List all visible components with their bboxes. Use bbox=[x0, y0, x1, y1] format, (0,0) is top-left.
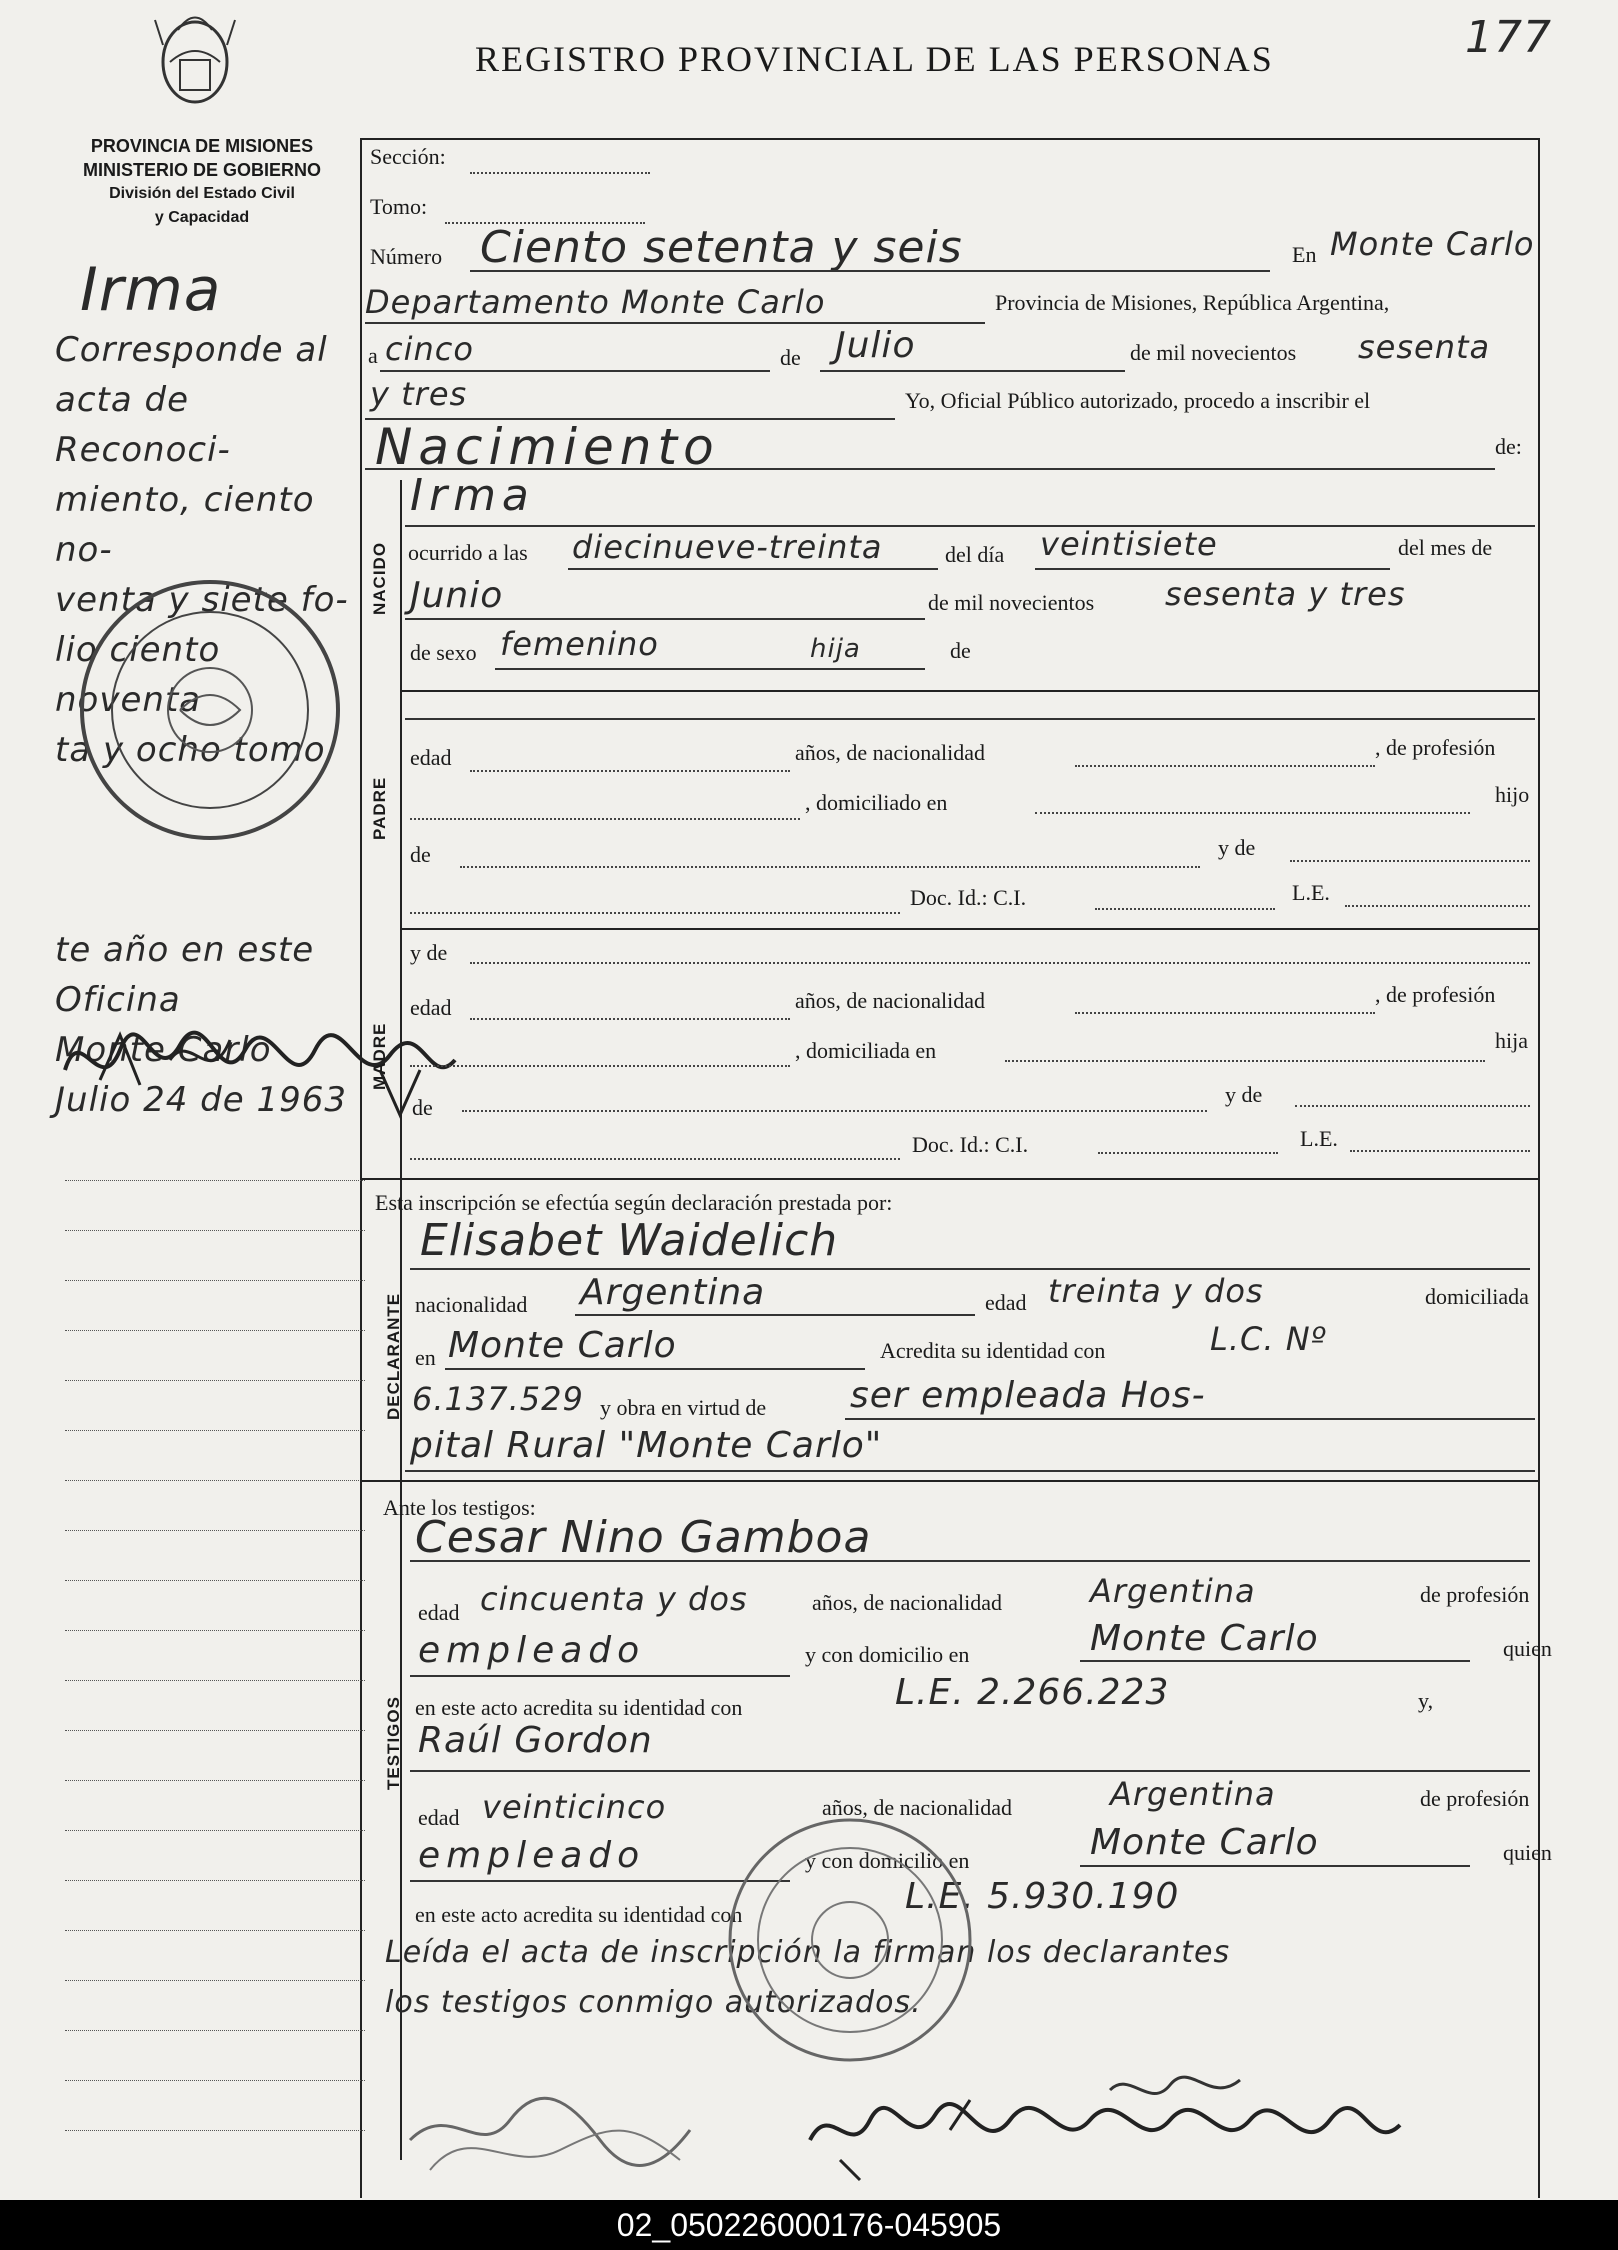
margin-line: te año en este bbox=[55, 930, 315, 970]
testigo1-quien-label: quien bbox=[1503, 1636, 1552, 1661]
nacido-bottom-border bbox=[400, 690, 1538, 692]
margin-signature bbox=[60, 1010, 460, 1120]
province-label: PROVINCIA DE MISIONES bbox=[90, 136, 314, 156]
madre-dom-label: , domiciliada en bbox=[795, 1038, 937, 1063]
hora-value: diecinueve-treinta bbox=[572, 528, 883, 566]
division-label: División del Estado Civil bbox=[109, 185, 295, 202]
madre-section-label: MADRE bbox=[370, 1022, 389, 1090]
padre-bottom-border bbox=[400, 928, 1538, 930]
madre-y-de2-label: y de bbox=[1225, 1082, 1263, 1107]
anio-value-1: sesenta bbox=[1358, 328, 1491, 366]
padre-prof-label: , de profesión bbox=[1375, 735, 1496, 760]
declarante-doc-value: L.C. Nº bbox=[1210, 1320, 1327, 1358]
numero-label: Número bbox=[370, 244, 443, 269]
nacido-mil-label: de mil novecientos bbox=[928, 590, 1095, 615]
testigos-intro: Ante los testigos: bbox=[383, 1495, 536, 1520]
padre-nac-label: años, de nacionalidad bbox=[795, 740, 985, 765]
page-number: 177 bbox=[1465, 12, 1552, 63]
numero-value: Ciento setenta y seis bbox=[480, 222, 963, 273]
padre-dom-label: , domiciliado en bbox=[805, 790, 948, 815]
testigo1-acredita-label: en este acto acredita su identidad con bbox=[415, 1695, 743, 1720]
testigo2-dom: Monte Carlo bbox=[1090, 1822, 1319, 1863]
testigo2-doc: L.E. 5.930.190 bbox=[905, 1876, 1180, 1917]
declarante-nac-label: nacionalidad bbox=[415, 1292, 528, 1317]
margin-line: ta y ocho tomo bbox=[55, 730, 326, 770]
testigo2-nac-label: años, de nacionalidad bbox=[822, 1795, 1012, 1820]
declarante-intro: Esta inscripción se efectúa según declaración prestada por: bbox=[375, 1190, 893, 1215]
nacido-anio-value: sesenta y tres bbox=[1165, 575, 1406, 613]
testigo2-edad: veinticinco bbox=[482, 1788, 667, 1826]
testigo2-prof: empleado bbox=[418, 1835, 646, 1876]
margin-name: Irma bbox=[80, 255, 222, 325]
acto-value: Nacimiento bbox=[375, 418, 720, 476]
seccion-label: Sección: bbox=[370, 144, 446, 169]
coat-of-arms-emblem bbox=[150, 0, 240, 110]
declarante-bottom-border bbox=[360, 1480, 1538, 1482]
del-dia-label: del día bbox=[945, 542, 1005, 567]
testigo1-prof: empleado bbox=[418, 1630, 646, 1671]
official-stamp bbox=[70, 560, 350, 860]
testigo2-dom-label: y con domicilio en bbox=[805, 1848, 970, 1873]
madre-bottom-border bbox=[360, 1178, 1538, 1180]
de2-label: de: bbox=[1495, 434, 1522, 459]
image-id-bar: 02_050226000176-045905 bbox=[0, 2200, 1618, 2250]
dia-value: cinco bbox=[385, 330, 474, 368]
acredita-label: Acredita su identidad con bbox=[880, 1338, 1106, 1363]
margin-line: acta de Reconoci- bbox=[55, 380, 231, 470]
provincia-text: Provincia de Misiones, República Argentina, bbox=[995, 290, 1390, 315]
madre-de-label: de bbox=[412, 1095, 433, 1120]
declarante-doc-num: 6.137.529 bbox=[412, 1380, 584, 1418]
mil-label: de mil novecientos bbox=[1130, 340, 1297, 365]
testigo1-nac-label: años, de nacionalidad bbox=[812, 1590, 1002, 1615]
padre-de-label: de bbox=[410, 842, 431, 867]
margin-line: lio ciento noventa bbox=[55, 630, 221, 720]
madre-prof-label: , de profesión bbox=[1375, 982, 1496, 1007]
testigo1-edad: cincuenta y dos bbox=[480, 1580, 748, 1618]
tomo-label: Tomo: bbox=[370, 194, 428, 219]
madre-hija-label: hija bbox=[1495, 1028, 1528, 1053]
margin-line: Corresponde al bbox=[55, 330, 328, 370]
declarante-edad-label: edad bbox=[985, 1290, 1027, 1315]
testigo1-edad-label: edad bbox=[418, 1600, 460, 1625]
testigo1-doc: L.E. 2.266.223 bbox=[895, 1672, 1170, 1713]
sexo-label: de sexo bbox=[410, 640, 477, 665]
nacido-nombre: Irma bbox=[410, 470, 535, 521]
padre-le-label: L.E. bbox=[1292, 880, 1330, 905]
margin-line: Julio 24 de 1963 bbox=[55, 1080, 347, 1120]
testigo1-prof-label: de profesión bbox=[1420, 1582, 1530, 1607]
a-label: a bbox=[368, 343, 378, 368]
testigo1-dom: Monte Carlo bbox=[1090, 1618, 1319, 1659]
declarante-section-label: DECLARANTE bbox=[384, 1292, 403, 1420]
de-label: de bbox=[780, 345, 801, 370]
obra-value-2: pital Rural "Monte Carlo" bbox=[410, 1425, 883, 1466]
nacido-section-label: NACIDO bbox=[370, 541, 389, 615]
declarante-en-value: Monte Carlo bbox=[448, 1325, 677, 1366]
ministry-label: MINISTERIO DE GOBIERNO bbox=[82, 160, 322, 180]
closing-line-1: Leída el acta de inscripción la firman los declarantes bbox=[385, 1935, 1231, 1970]
margin-line: miento, ciento no- bbox=[55, 480, 315, 570]
page-title: REGISTRO PROVINCIAL DE LAS PERSONAS bbox=[475, 39, 1274, 79]
madre-le-label: L.E. bbox=[1300, 1126, 1338, 1151]
obra-value: ser empleada Hos- bbox=[850, 1375, 1206, 1416]
form-right-border bbox=[1538, 138, 1540, 2198]
yo-text: Yo, Oficial Público autorizado, procedo a inscribir el bbox=[905, 388, 1371, 413]
testigo1-dom-label: y con domicilio en bbox=[805, 1642, 970, 1667]
testigo2-nac: Argentina bbox=[1110, 1775, 1276, 1813]
en-value: Monte Carlo bbox=[1330, 225, 1535, 263]
ocurrido-label: ocurrido a las bbox=[408, 540, 528, 565]
anio-value-2: y tres bbox=[370, 375, 468, 413]
declarante-en-label: en bbox=[415, 1345, 436, 1370]
madre-y-de-label: y de bbox=[410, 940, 448, 965]
form-top-border bbox=[360, 138, 1538, 140]
hija-value: hija bbox=[810, 634, 861, 664]
margin-line: venta y siete fo- bbox=[55, 580, 349, 620]
padre-y-de-label: y de bbox=[1218, 835, 1256, 860]
obra-label: y obra en virtud de bbox=[600, 1395, 767, 1420]
testigo2-edad-label: edad bbox=[418, 1805, 460, 1830]
testigo1-nac: Argentina bbox=[1090, 1572, 1256, 1610]
padre-edad-label: edad bbox=[410, 745, 452, 770]
testigo2-acredita-label: en este acto acredita su identidad con bbox=[415, 1902, 743, 1927]
declarante-nac-value: Argentina bbox=[580, 1272, 766, 1313]
testigo1-nombre: Cesar Nino Gamboa bbox=[415, 1512, 872, 1563]
declarante-nombre: Elisabet Waidelich bbox=[420, 1215, 839, 1266]
closing-line-2: los testigos conmigo autorizados. bbox=[385, 1985, 922, 2020]
declarante-dom-label: domiciliada bbox=[1425, 1284, 1529, 1309]
madre-edad-label: edad bbox=[410, 995, 452, 1020]
padre-doc-label: Doc. Id.: C.I. bbox=[910, 885, 1027, 910]
official-signatures bbox=[390, 2060, 1540, 2195]
registry-stamp bbox=[720, 1810, 980, 2070]
nacido-de-label: de bbox=[950, 638, 971, 663]
padre-hijo-label: hijo bbox=[1495, 782, 1530, 807]
testigo1-y-label: y, bbox=[1418, 1688, 1434, 1713]
division-label-2: y Capacidad bbox=[154, 209, 250, 226]
sexo-value: femenino bbox=[500, 625, 659, 663]
testigo2-prof-label: de profesión bbox=[1420, 1786, 1530, 1811]
madre-doc-label: Doc. Id.: C.I. bbox=[912, 1132, 1029, 1157]
ministry-block bbox=[62, 134, 342, 230]
en-label: En bbox=[1292, 242, 1317, 267]
del-mes-label: del mes de bbox=[1398, 535, 1493, 560]
testigo2-nombre: Raúl Gordon bbox=[418, 1720, 653, 1761]
padre-section-label: PADRE bbox=[370, 776, 389, 840]
declarante-edad-value: treinta y dos bbox=[1048, 1272, 1264, 1310]
mes-value: Julio bbox=[835, 325, 916, 366]
margin-line: Oficina bbox=[55, 980, 181, 1020]
departamento-value: Departamento Monte Carlo bbox=[365, 283, 826, 321]
nacido-mes-value: Junio bbox=[410, 575, 504, 616]
margin-line bbox=[55, 875, 365, 925]
testigos-section-label: TESTIGOS bbox=[384, 1696, 403, 1790]
testigo2-quien-label: quien bbox=[1503, 1840, 1552, 1865]
margin-line: Monte Carlo bbox=[55, 1030, 272, 1070]
madre-nac-label: años, de nacionalidad bbox=[795, 988, 985, 1013]
nacido-dia-value: veintisiete bbox=[1040, 525, 1218, 563]
